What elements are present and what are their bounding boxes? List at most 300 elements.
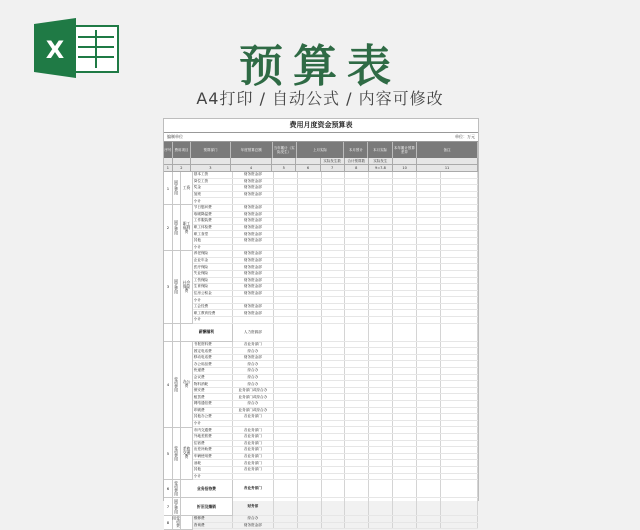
table-row — [164, 304, 478, 311]
table-row — [164, 447, 478, 454]
value-cell — [345, 434, 369, 440]
value-cell — [274, 324, 298, 341]
group-number: 3 — [164, 251, 173, 323]
value-cell — [274, 408, 298, 414]
value-cell — [274, 245, 298, 251]
header-cell: 费用项目 — [173, 142, 191, 158]
value-cell — [393, 447, 417, 453]
item-cell: 快递费 — [192, 368, 233, 374]
dept-cell: 人力资源部 — [233, 324, 274, 341]
item-cell: 职工食堂 — [192, 231, 233, 237]
header-cell: 本年累计预算差异 — [393, 142, 417, 158]
value-cell — [322, 408, 346, 414]
group-category: 变动费用 — [173, 342, 181, 427]
value-cell — [393, 348, 417, 354]
value-cell — [369, 231, 393, 237]
value-cell — [345, 401, 369, 407]
value-cell — [393, 238, 417, 244]
value-cell — [274, 516, 298, 522]
value-cell — [393, 192, 417, 198]
group-subcategory: 工资 — [181, 172, 193, 204]
item-cell: 工会经费 — [192, 304, 233, 310]
value-cell — [369, 441, 393, 447]
value-cell — [298, 317, 322, 323]
value-cell — [298, 251, 322, 257]
value-cell — [322, 218, 346, 224]
value-cell — [298, 454, 322, 460]
item-cell: 职工教育经费 — [192, 310, 233, 316]
table-row — [164, 198, 478, 205]
note-cell — [441, 324, 478, 341]
table-row — [164, 467, 478, 474]
value-cell — [298, 205, 322, 211]
value-cell — [417, 421, 441, 427]
note-cell — [441, 355, 478, 361]
value-cell — [345, 394, 369, 400]
table-row — [164, 375, 478, 382]
note-cell — [441, 460, 478, 466]
value-cell — [322, 297, 346, 303]
value-cell — [369, 172, 393, 178]
value-cell — [345, 198, 369, 204]
dept-cell: 财务资金部 — [233, 172, 274, 178]
value-cell — [322, 212, 346, 218]
value-cell — [322, 388, 346, 394]
value-cell — [322, 179, 346, 185]
value-cell — [369, 264, 393, 270]
value-cell — [345, 238, 369, 244]
value-cell — [417, 324, 441, 341]
value-cell — [322, 284, 346, 290]
table-row — [164, 474, 478, 481]
value-cell — [345, 205, 369, 211]
item-cell: 油耗 — [192, 460, 233, 466]
group-merge — [164, 480, 233, 498]
index-cell: 4 — [231, 165, 273, 172]
group-category: 固定费用 — [173, 205, 181, 250]
item-cell: 工作服装费 — [192, 218, 233, 224]
value-cell — [298, 278, 322, 284]
note-cell — [441, 192, 478, 198]
dept-cell: 各业务部门 — [233, 434, 274, 440]
dept-cell: 各业务部门 — [233, 342, 274, 348]
dept-cell: 财务资金部 — [233, 179, 274, 185]
note-cell — [441, 368, 478, 374]
value-cell — [417, 258, 441, 264]
table-row — [164, 284, 478, 291]
value-cell — [322, 185, 346, 191]
value-cell — [369, 381, 393, 387]
value-cell — [298, 421, 322, 427]
value-cell — [322, 355, 346, 361]
note-cell — [441, 304, 478, 310]
dept-cell: 各业务部门 — [233, 414, 274, 420]
value-cell — [298, 212, 322, 218]
dept-cell: 财务资金部 — [233, 284, 274, 290]
value-cell — [274, 304, 298, 310]
item-cell: 网络通信费 — [192, 401, 233, 407]
dept-cell: 综合办 — [233, 401, 274, 407]
group-merge — [164, 516, 193, 529]
value-cell — [369, 498, 393, 515]
value-cell — [274, 421, 298, 427]
value-cell — [298, 381, 322, 387]
table-header — [164, 142, 478, 158]
value-cell — [393, 212, 417, 218]
value-cell — [417, 368, 441, 374]
note-cell — [441, 284, 478, 290]
value-cell — [274, 447, 298, 453]
item-cell: 市内交通费 — [192, 427, 233, 433]
index-cell: 11 — [417, 165, 478, 172]
logo-letter: X — [45, 36, 65, 64]
index-cell: 10 — [393, 165, 417, 172]
value-cell — [345, 317, 369, 323]
value-cell — [369, 427, 393, 433]
dept-cell: 综合办 — [233, 375, 274, 381]
value-cell — [393, 291, 417, 297]
value-cell — [345, 355, 369, 361]
item-cell: 小计 — [192, 198, 233, 204]
dept-cell — [233, 421, 274, 427]
value-cell — [369, 317, 393, 323]
note-cell — [441, 231, 478, 237]
value-cell — [298, 218, 322, 224]
value-cell — [369, 368, 393, 374]
value-cell — [298, 523, 322, 529]
value-cell — [298, 231, 322, 237]
value-cell — [345, 278, 369, 284]
value-cell — [369, 324, 393, 341]
value-cell — [393, 304, 417, 310]
value-cell — [322, 245, 346, 251]
value-cell — [298, 172, 322, 178]
note-cell — [441, 361, 478, 367]
header-cell: 年度预算总额 — [231, 142, 273, 158]
table-row — [164, 516, 478, 523]
dept-cell: 财务资金部 — [233, 271, 274, 277]
value-cell — [417, 284, 441, 290]
note-cell — [441, 310, 478, 316]
page-subtitle: A4打印 / 自动公式 / 内容可修改 — [196, 89, 444, 108]
header-cell: 上月实际 — [297, 142, 344, 158]
table-row — [164, 238, 478, 245]
dept-cell: 财务资金部 — [233, 225, 274, 231]
value-cell — [369, 271, 393, 277]
group-category: 变动费用 — [172, 516, 182, 528]
item-cell: 住房公积金 — [192, 291, 233, 297]
item-cell: 保安费 — [192, 388, 233, 394]
value-cell — [369, 516, 393, 522]
value-cell — [298, 258, 322, 264]
value-cell — [298, 394, 322, 400]
value-cell — [298, 310, 322, 316]
value-cell — [417, 192, 441, 198]
value-cell — [274, 231, 298, 237]
dept-cell: 财务资金部 — [233, 355, 274, 361]
table-row — [164, 264, 478, 271]
value-cell — [274, 284, 298, 290]
table-row — [164, 361, 478, 368]
table-row — [164, 291, 478, 298]
value-cell — [393, 218, 417, 224]
subheader-cell — [272, 158, 296, 165]
value-cell — [345, 179, 369, 185]
value-cell — [345, 297, 369, 303]
value-cell — [417, 381, 441, 387]
value-cell — [345, 375, 369, 381]
dept-cell: 综合办 — [233, 516, 274, 522]
value-cell — [274, 498, 298, 515]
group-merge — [164, 205, 193, 251]
value-cell — [298, 192, 322, 198]
value-cell — [345, 264, 369, 270]
dept-cell: 财务资金部 — [233, 238, 274, 244]
value-cell — [393, 185, 417, 191]
group-subcategory: 社会保险费 — [181, 251, 193, 323]
group-number: 5 — [164, 428, 173, 480]
value-cell — [345, 271, 369, 277]
dept-cell: 财务资金部 — [233, 264, 274, 270]
sheet-meta-row — [164, 133, 478, 142]
group-category: 固定费用 — [174, 499, 180, 515]
table-row — [164, 460, 478, 467]
value-cell — [393, 394, 417, 400]
value-cell — [298, 447, 322, 453]
note-cell — [441, 523, 478, 529]
value-cell — [322, 401, 346, 407]
dept-cell: 财务资金部 — [233, 258, 274, 264]
value-cell — [393, 388, 417, 394]
dept-cell: 财务资金部 — [233, 251, 274, 257]
table-body — [164, 172, 478, 529]
table-row — [164, 454, 478, 461]
value-cell — [322, 198, 346, 204]
table-row — [164, 355, 478, 362]
value-cell — [417, 348, 441, 354]
table-row — [164, 421, 478, 428]
note-cell — [441, 212, 478, 218]
value-cell — [417, 179, 441, 185]
value-cell — [393, 278, 417, 284]
table-row — [164, 258, 478, 265]
value-cell — [393, 231, 417, 237]
value-cell — [274, 375, 298, 381]
value-cell — [369, 480, 393, 497]
note-cell — [441, 474, 478, 480]
note-cell — [441, 408, 478, 414]
item-cell: 失业保险 — [192, 271, 233, 277]
value-cell — [417, 394, 441, 400]
table-row — [164, 414, 478, 421]
note-cell — [441, 179, 478, 185]
value-cell — [322, 480, 346, 497]
item-cell: 节日慰问费 — [192, 205, 233, 211]
value-cell — [345, 414, 369, 420]
value-cell — [369, 238, 393, 244]
value-cell — [369, 394, 393, 400]
value-cell — [393, 310, 417, 316]
item-cell: 移动电话费 — [192, 355, 233, 361]
value-cell — [322, 381, 346, 387]
group-merge — [164, 172, 193, 205]
value-cell — [322, 231, 346, 237]
dept-cell: 财务资金部 — [233, 231, 274, 237]
value-cell — [393, 474, 417, 480]
value-cell — [274, 264, 298, 270]
value-cell — [274, 348, 298, 354]
value-cell — [369, 361, 393, 367]
index-cell: 8 — [345, 165, 369, 172]
note-cell — [441, 427, 478, 433]
table-row — [164, 205, 478, 212]
value-cell — [298, 361, 322, 367]
item-cell: 岗位工资 — [192, 179, 233, 185]
value-cell — [417, 310, 441, 316]
value-cell — [322, 238, 346, 244]
group-subcategory: 折旧及摊销 — [181, 498, 233, 515]
item-cell: 外地差旅费 — [192, 434, 233, 440]
dept-cell: 业务部门或综合办 — [233, 408, 274, 414]
table-row — [164, 523, 478, 530]
table-row — [164, 192, 478, 199]
value-cell — [369, 297, 393, 303]
value-cell — [393, 460, 417, 466]
value-cell — [345, 460, 369, 466]
index-cell: 6 — [296, 165, 320, 172]
value-cell — [417, 245, 441, 251]
value-cell — [322, 523, 346, 529]
item-cell: 出差补助费 — [192, 447, 233, 453]
value-cell — [393, 516, 417, 522]
value-cell — [369, 284, 393, 290]
group-merge — [164, 251, 193, 324]
value-cell — [417, 231, 441, 237]
value-cell — [417, 434, 441, 440]
value-cell — [369, 467, 393, 473]
value-cell — [322, 375, 346, 381]
value-cell — [298, 460, 322, 466]
value-cell — [393, 317, 417, 323]
table-row — [164, 368, 478, 375]
item-cell: 小计 — [192, 474, 233, 480]
value-cell — [345, 427, 369, 433]
value-cell — [417, 401, 441, 407]
group-merge — [164, 342, 193, 428]
value-cell — [322, 205, 346, 211]
value-cell — [369, 421, 393, 427]
item-cell: 工伤保险 — [192, 278, 233, 284]
value-cell — [345, 251, 369, 257]
value-cell — [345, 498, 369, 515]
group-number: 2 — [164, 205, 173, 250]
value-cell — [369, 198, 393, 204]
value-cell — [274, 218, 298, 224]
value-cell — [298, 480, 322, 497]
dept-cell: 财务部 — [233, 498, 274, 515]
value-cell — [274, 310, 298, 316]
value-cell — [274, 355, 298, 361]
note-cell — [441, 278, 478, 284]
value-cell — [345, 284, 369, 290]
value-cell — [322, 361, 346, 367]
value-cell — [417, 304, 441, 310]
note-cell — [441, 238, 478, 244]
value-cell — [369, 258, 393, 264]
value-cell — [274, 251, 298, 257]
header-cell: 本月预计 — [344, 142, 368, 158]
value-cell — [345, 192, 369, 198]
value-cell — [369, 342, 393, 348]
value-cell — [298, 304, 322, 310]
index-cell: 7 — [321, 165, 345, 172]
value-cell — [393, 297, 417, 303]
value-cell — [345, 348, 369, 354]
table-row — [164, 342, 478, 349]
value-cell — [345, 212, 369, 218]
note-cell — [441, 516, 478, 522]
note-cell — [441, 258, 478, 264]
value-cell — [322, 467, 346, 473]
value-cell — [369, 185, 393, 191]
value-cell — [322, 324, 346, 341]
value-cell — [345, 218, 369, 224]
value-cell — [274, 467, 298, 473]
group-subcategory: 办公费 — [181, 342, 193, 427]
value-cell — [393, 454, 417, 460]
dept-cell: 各业务部门 — [233, 480, 274, 497]
item-cell: 办公用品费 — [192, 361, 233, 367]
value-cell — [393, 258, 417, 264]
item-cell: 会议费 — [192, 375, 233, 381]
value-cell — [345, 231, 369, 237]
group-number: 1 — [164, 172, 173, 204]
header-cell: 序号 — [164, 142, 173, 158]
table-row — [164, 297, 478, 304]
value-cell — [298, 401, 322, 407]
value-cell — [369, 401, 393, 407]
value-cell — [369, 447, 393, 453]
value-cell — [345, 480, 369, 497]
dept-cell: 财务资金部 — [233, 291, 274, 297]
value-cell — [393, 368, 417, 374]
value-cell — [417, 291, 441, 297]
value-cell — [417, 264, 441, 270]
value-cell — [298, 516, 322, 522]
value-cell — [369, 434, 393, 440]
value-cell — [298, 324, 322, 341]
subheader-cell — [231, 158, 273, 165]
dept-cell: 综合办 — [233, 381, 274, 387]
value-cell — [274, 179, 298, 185]
item-cell: 养老保险 — [192, 251, 233, 257]
dept-cell: 各业务部门 — [233, 460, 274, 466]
index-cell: 2 — [173, 165, 191, 172]
table-index-row — [164, 165, 478, 172]
value-cell — [417, 388, 441, 394]
subheader-cell — [393, 158, 417, 165]
value-cell — [274, 414, 298, 420]
item-cell: 住宿费 — [192, 441, 233, 447]
note-cell — [441, 264, 478, 270]
item-cell: 租赁费 — [192, 394, 233, 400]
group-merge — [164, 498, 233, 516]
value-cell — [417, 441, 441, 447]
dept-cell — [233, 297, 274, 303]
value-cell — [417, 523, 441, 529]
item-cell: 职工体检费 — [192, 225, 233, 231]
group-subcategory: 差旅交通费 — [181, 428, 193, 480]
